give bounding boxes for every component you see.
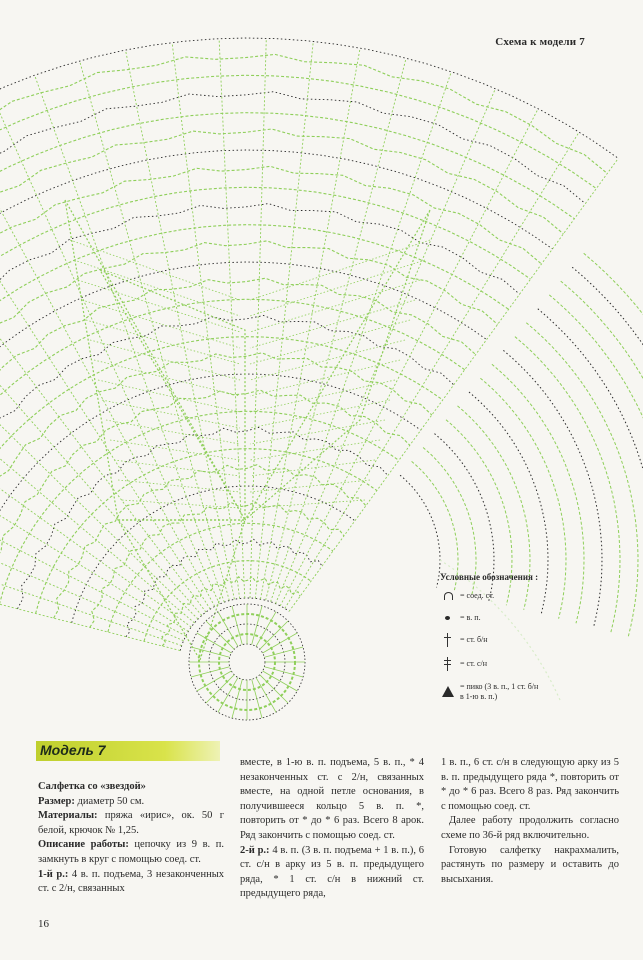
legend-item	[440, 682, 590, 702]
finish-paragraph: Готовую салфетку накрахмалить, растянуть по размеру и оставить до высыхания.	[441, 844, 619, 885]
legend-label: = в. п.	[460, 613, 481, 622]
row2-label: 2-й р.:	[240, 844, 270, 856]
row1-paragraph	[38, 868, 224, 897]
page-number: 16	[38, 918, 49, 930]
text-column-2	[240, 756, 424, 902]
description-paragraph	[38, 838, 224, 867]
legend	[440, 572, 590, 708]
row2-paragraph	[240, 844, 424, 902]
model-title: Модель 7	[40, 742, 106, 758]
legend-label: = пико (3 в. п., 1 ст. б/н в 1-ю в. п.)	[460, 682, 539, 701]
size-paragraph	[38, 795, 224, 810]
single-crochet-post-icon	[440, 632, 456, 648]
legend-item	[440, 610, 590, 626]
slip-stitch-arc-icon	[440, 588, 456, 604]
legend-item	[440, 588, 590, 604]
text-column-3	[441, 756, 619, 887]
double-crochet-post-icon	[440, 656, 456, 672]
legend-title: Условные обозначения :	[440, 572, 539, 582]
row2-value: 4 в. п. (3 в. п. подъема + 1 в. п.), 6 ст. с/н в арку из 5 в. п. предыдущего ряда, * 1 ст. с/н в нижний ст. предыдущего ряда,	[240, 844, 425, 900]
size-value: диаметр 50 см.	[77, 795, 145, 807]
legend-label: = ст. б/н	[460, 635, 488, 644]
model-name: Салфетка со «звездой»	[38, 781, 146, 792]
row1-continued: вместе, в 1-ю в. п. подъема, 5 в. п., * 4 незаконченных ст. с 2/н, связанных вместе, на одной петле основания, в получившееся кольцо 5 в. п. *, повторить от * до * 6 раз. Всего 8 арок. Ряд закончить с помощью соед. ст.	[240, 757, 424, 841]
legend-label: = соед. ст.	[460, 591, 495, 600]
picot-triangle-icon	[440, 684, 456, 700]
materials-label: Материалы:	[38, 810, 98, 822]
description-label: Описание работы:	[38, 839, 129, 851]
legend-item	[440, 632, 590, 648]
description-value: цепочку из 9 в. п. замкнуть в круг с помощью соед. ст.	[38, 839, 224, 865]
text-column-1	[38, 780, 224, 897]
legend-item	[440, 656, 590, 672]
materials-value: пряжа «ирис», ок. 50 г белой, крючок № 1,25.	[38, 810, 224, 836]
continue-paragraph: Далее работу продолжить согласно схеме по 36-й ряд включительно.	[441, 815, 619, 841]
row1-value: 4 в. п. подъема, 3 незаконченных ст. с 2/н, связанных	[38, 868, 225, 895]
row2-continued: 1 в. п., 6 ст. с/н в следующую арку из 5 в. п. предыдущего ряда *, повторить от * до * 6 раз. Всего 8 раз. Ряд закончить с помощью соед. ст.	[441, 757, 619, 812]
materials-paragraph	[38, 809, 224, 838]
chain-dot-icon	[440, 610, 456, 626]
row1-label: 1-й р.:	[38, 868, 69, 880]
diagram-title: Схема к модели 7	[495, 36, 585, 48]
legend-label: = ст. с/н	[460, 659, 488, 668]
size-label: Размер:	[38, 795, 75, 807]
